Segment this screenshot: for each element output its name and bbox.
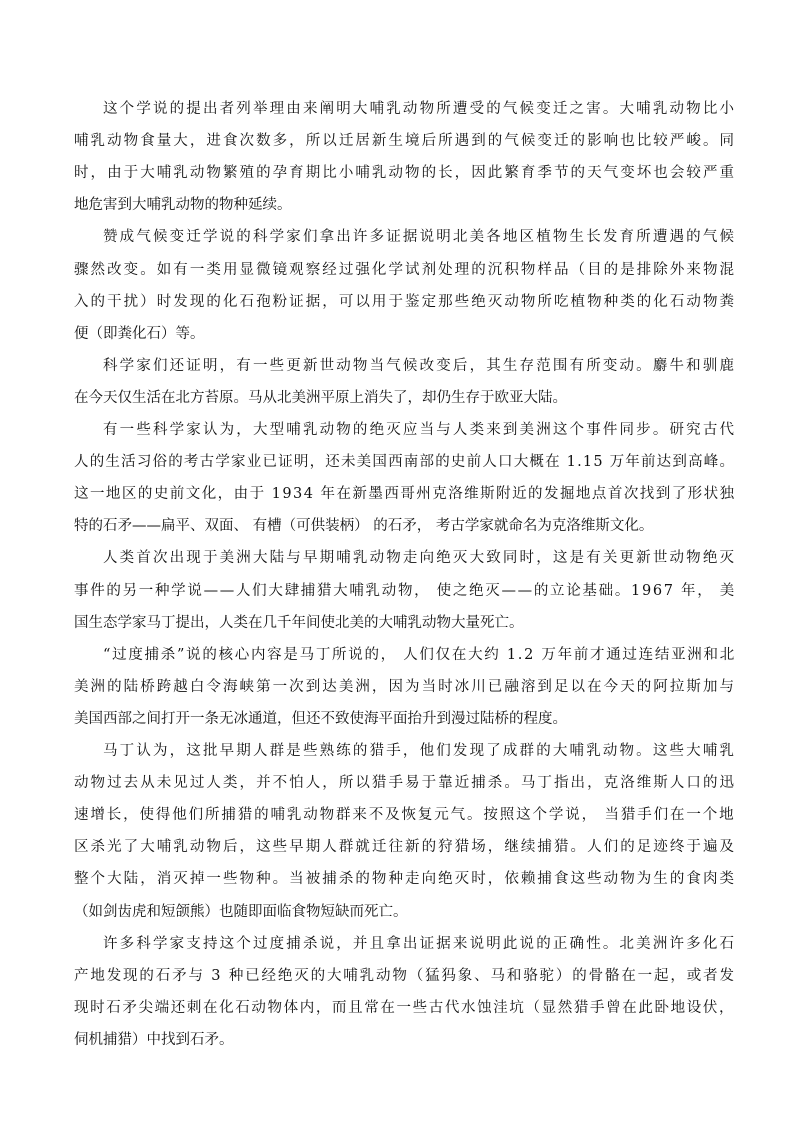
- text-line: 许多科学家支持这个过度捕杀说，并且拿出证据来说明此说的正确性。北美洲许多化石: [103, 936, 737, 952]
- text-line: 有一些科学家认为，大型哺乳动物的绝灭应当与人类来到美洲这个事件同步。研究古代: [103, 422, 737, 438]
- text-line: 动物过去从未见过人类，并不怕人，所以猎手易于靠近捕杀。马丁指出，克洛维斯人口的迅: [74, 775, 737, 791]
- text-line: 美国西部之间打开一条无冰通道，但还不致使海平面抬升到漫过陆桥的程度。: [74, 711, 567, 727]
- text-line: 便（即粪化石）等。: [74, 326, 205, 342]
- text-line: 速增长，使得他们所捕猎的哺乳动物群来不及恢复元气。按照这个学说， 当猎手们在一个地: [74, 807, 736, 823]
- text-line: 人类首次出现于美洲大陆与早期哺乳动物走向绝灭大致同时，这是有关更新世动物绝灭: [103, 550, 737, 566]
- text-line: 地危害到大哺乳动物的物种延续。: [74, 197, 292, 213]
- text-line: 赞成气候变迁学说的科学家们拿出许多证据说明北美各地区植物生长发育所遭遇的气候: [103, 229, 737, 245]
- text-line: 特的石矛——扁平、双面、 有槽（可供装柄） 的石矛， 考古学家就命名为克洛维斯文化。: [74, 518, 654, 534]
- text-line: 哺乳动物食量大，进食次数多，所以迁居新生境后所遇到的气候变迁的影响也比较严峻。同: [74, 133, 737, 149]
- text-line: 这一地区的史前文化，由于 1934 年在新墨西哥州克洛维斯附近的发掘地点首次找到了形状独: [74, 486, 736, 502]
- text-line: 产地发现的石矛与 3 种已经绝灭的大哺乳动物（猛犸象、马和骆驼）的骨骼在一起，或者发: [74, 968, 736, 984]
- text-line: 科学家们还证明，有一些更新世动物当气候改变后，其生存范围有所变动。麝牛和驯鹿: [103, 358, 737, 374]
- text-line: 现时石矛尖端还刺在化石动物体内，而且常在一些古代水蚀洼坑（显然猎手曾在此卧地设伏，: [74, 1000, 736, 1016]
- text-line: 事件的另一种学说——人们大肆捕猎大哺乳动物， 使之绝灭——的立论基础。1967 年， 美: [74, 583, 736, 599]
- text-line: 这个学说的提出者列举理由来阐明大哺乳动物所遭受的气候变迁之害。大哺乳动物比小: [103, 101, 737, 117]
- text-line: 骤然改变。如有一类用显微镜观察经过强化学试剂处理的沉积物样品（目的是排除外来物混: [74, 262, 737, 278]
- text-line: 伺机捕猎）中找到石矛。: [74, 1032, 234, 1048]
- text-line: 美洲的陆桥跨越白令海峡第一次到达美洲，因为当时冰川已融溶到足以在今天的阿拉斯加与: [74, 679, 737, 695]
- text-line: 国生态学家马丁提出，人类在几千年间使北美的大哺乳动物大量死亡。: [74, 615, 524, 631]
- text-line: 马丁认为，这批早期人群是些熟练的猎手，他们发现了成群的大哺乳动物。这些大哺乳: [103, 743, 737, 759]
- text-line: 人的生活习俗的考古学家业已证明，还未美国西南部的史前人口大概在 1.15 万年前达到高峰。: [74, 454, 736, 470]
- text-line: 整个大陆，消灭掉一些物种。当被捕杀的物种走向绝灭时，依赖捕食这些动物为生的食肉类: [74, 871, 737, 887]
- text-line: 时，由于大哺乳动物繁殖的孕育期比小哺乳动物的长，因此繁育季节的天气变坏也会较严重: [74, 165, 737, 181]
- text-line: 在今天仅生活在北方苔原。马从北美洲平原上消失了，却仍生存于欧亚大陆。: [74, 390, 567, 406]
- text-line: 区杀光了大哺乳动物后，这些早期人群就迁往新的狩猎场，继续捕猎。人们的足迹终于遍及: [74, 839, 737, 855]
- text-line: “过度捕杀”说的核心内容是马丁所说的， 人们仅在大约 1.2 万年前才通过连结亚洲和北: [103, 647, 736, 663]
- text-line: 入的干扰）时发现的化石孢粉证据，可以用于鉴定那些绝灭动物所吃植物种类的化石动物粪: [74, 294, 737, 310]
- text-line: （如剑齿虎和短颌熊）也随即面临食物短缺而死亡。: [74, 904, 408, 920]
